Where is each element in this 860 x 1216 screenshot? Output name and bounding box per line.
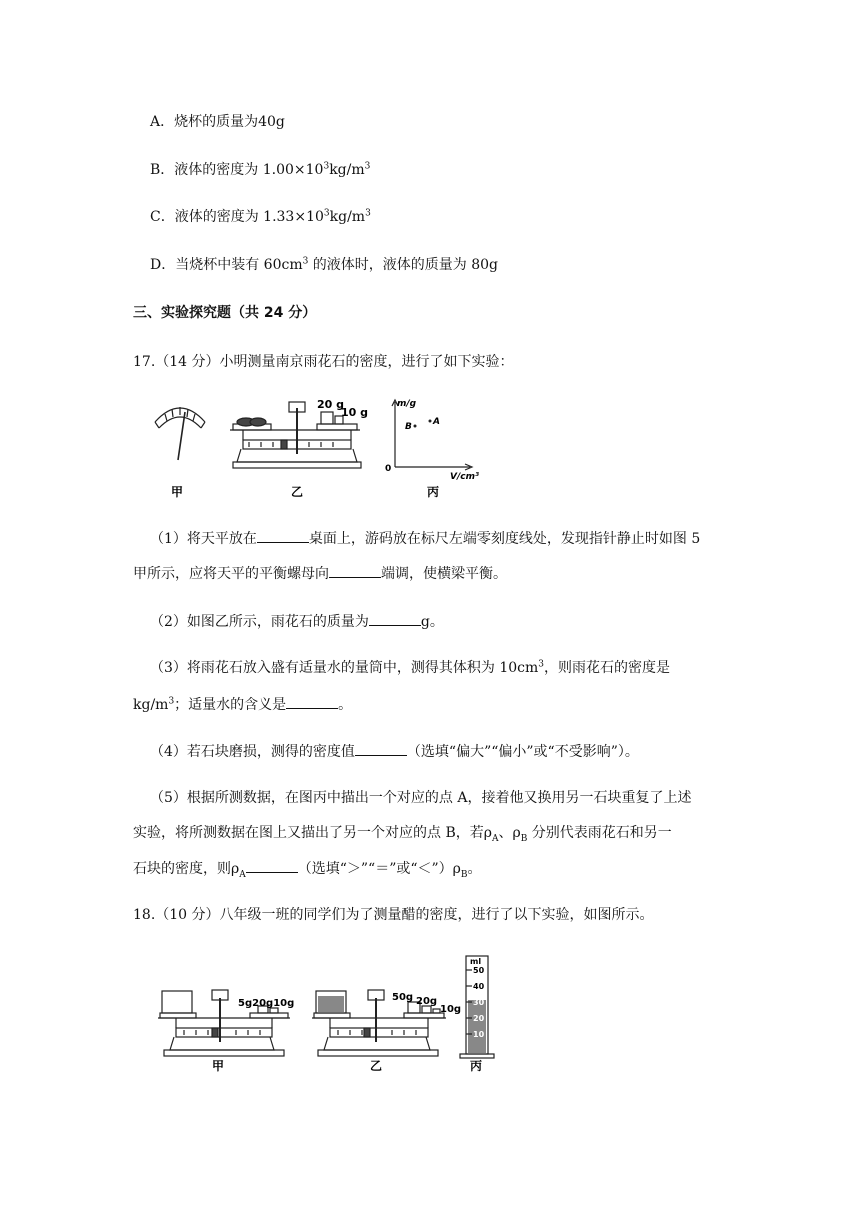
q17-p5-c-mid: （选填“＞”“＝”或“＜”）ρ	[297, 861, 461, 877]
cylinder-tick-40: 40	[473, 982, 485, 991]
q17-p3-b: ，则雨花石的密度是	[544, 660, 671, 676]
option-c-exp: 3	[323, 208, 330, 219]
answer-blank-6[interactable]	[246, 858, 298, 873]
q17-part2	[150, 611, 444, 632]
q17-p2-a: （2）如图乙所示，雨花石的质量为	[150, 614, 369, 630]
option-c	[150, 207, 371, 227]
answer-blank-5[interactable]	[355, 741, 407, 756]
option-d-text: D．当烧杯中装有 60cm	[150, 257, 303, 273]
graph-bing	[392, 400, 472, 470]
option-d-exp: 3	[302, 256, 309, 267]
cylinder-tick-10: 10	[473, 1030, 485, 1039]
q18-stem: 18.（10 分）八年级一班的同学们为了测量醋的密度，进行了以下实验，如图所示。	[133, 907, 654, 923]
option-b-unit: kg/m	[329, 162, 365, 178]
q17-p2-b: g。	[420, 614, 444, 630]
option-d-post: 的液体时，液体的质量为 80g	[308, 257, 499, 273]
q18-label-bing: 丙	[470, 1059, 483, 1073]
q17-part3-line1	[150, 658, 670, 678]
q17-stem: 17.（14 分）小明测量南京雨花石的密度，进行了如下实验：	[133, 354, 514, 370]
graph-x-label: V/cm³	[450, 472, 479, 482]
graph-point-a	[429, 420, 432, 423]
q17-figure	[145, 392, 505, 504]
q17-weight-20: 20 g	[317, 398, 345, 411]
q17-p4-b: （选填“偏大”“偏小”或“不受影响”）。	[406, 744, 639, 760]
graph-point-b	[414, 425, 417, 428]
q17-p5-c-sub-b: B	[460, 869, 468, 880]
answer-blank-3[interactable]	[369, 611, 421, 626]
q17-p5-c-post: 。	[467, 861, 482, 877]
q18-weight-10: 10g	[440, 1004, 462, 1015]
q17-part1-line2	[133, 563, 507, 584]
q17-p5-b-pre: 实验，将所测数据在图上又描出了另一个对应的点 B，若ρ	[133, 825, 492, 841]
q17-part5-line1	[150, 788, 691, 808]
q17-p3-c: kg/m	[133, 697, 169, 713]
option-b-text: B．液体的密度为 1.00×10	[150, 162, 324, 178]
q17-p4-a: （4）若石块磨损，测得的密度值	[150, 744, 355, 760]
q18-label-yi: 乙	[370, 1059, 383, 1073]
graph-point-a-label: A	[433, 417, 440, 427]
q17-p3-exp: 3	[538, 659, 545, 670]
q17-p1-a: （1）将天平放在	[150, 531, 257, 547]
graph-point-b-label: B	[405, 422, 412, 432]
option-b	[150, 160, 370, 180]
q17-figure-svg	[145, 392, 505, 504]
q17-p5-a: （5）根据所测数据，在图丙中描出一个对应的点 A，接着他又换用另一石块重复了上述	[150, 790, 692, 806]
cylinder-tick-30: 30	[473, 998, 485, 1007]
option-a	[150, 112, 285, 132]
graph-y-label: m/g	[397, 399, 417, 409]
q17-weight-10: 10 g	[341, 406, 369, 419]
q17-label-bing: 丙	[427, 485, 440, 499]
q17-p3-e: 。	[338, 697, 353, 713]
q17-label-jia: 甲	[171, 485, 184, 499]
option-c-unit-exp: 3	[365, 208, 371, 219]
q17-p5-c-sub-a: A	[239, 869, 246, 880]
answer-blank-4[interactable]	[286, 694, 338, 709]
q18-weights-jia: 5g20g10g	[238, 998, 295, 1009]
option-b-exp: 3	[323, 161, 330, 172]
q17-p3-d: ；适量水的含义是	[174, 697, 287, 713]
option-b-unit-exp: 3	[364, 161, 371, 172]
q17-p1-b: 桌面上，游码放在标尺左端零刻度线处，发现指针静止时如图 5	[308, 531, 701, 547]
cylinder-tick-20: 20	[473, 1014, 485, 1023]
option-d	[150, 255, 498, 275]
q18-weight-50: 50g	[392, 992, 414, 1003]
cylinder-unit: ml	[470, 957, 482, 966]
q17-p3-a: （3）将雨花石放入盛有适量水的量筒中，测得其体积为 10cm	[150, 660, 539, 676]
option-a-text: A．烧杯的质量为40g	[150, 114, 285, 130]
q17-p5-c-pre: 石块的密度，则ρ	[133, 861, 240, 877]
section-heading: 三、实验探究题（共 24 分）	[133, 305, 317, 321]
q18-weight-20: 20g	[416, 996, 438, 1007]
q17-part1-line1	[150, 528, 700, 549]
q17-p1-d: 端调，使横梁平衡。	[381, 566, 507, 582]
q17-part4	[150, 741, 639, 762]
q18-figure	[150, 948, 500, 1073]
q17-p5-b-sub-a: A	[491, 833, 499, 844]
option-c-unit: kg/m	[329, 209, 366, 225]
q18-figure-svg	[150, 948, 500, 1073]
q17-part3-line2	[133, 694, 352, 715]
q17-p3-c-exp: 3	[168, 696, 175, 707]
option-c-text: C．液体的密度为 1.33×10	[150, 209, 324, 225]
q17-p1-c: 甲所示，应将天平的平衡螺母向	[133, 566, 329, 582]
q17-label-yi: 乙	[291, 485, 304, 499]
q17-p5-b-sub-b: B	[520, 833, 528, 844]
cylinder-tick-50: 50	[473, 966, 485, 975]
q17-p5-b-mid: 、ρ	[498, 825, 521, 841]
q18-label-jia: 甲	[212, 1059, 225, 1073]
graph-origin: 0	[385, 464, 392, 474]
q17-part5-line2	[133, 823, 672, 843]
answer-blank-1[interactable]	[257, 528, 309, 543]
answer-blank-2[interactable]	[329, 563, 381, 578]
q17-part5-line3	[133, 858, 482, 879]
pointer-dial	[155, 407, 205, 460]
q17-p5-b-post: 分别代表雨花石和另一	[527, 825, 672, 841]
